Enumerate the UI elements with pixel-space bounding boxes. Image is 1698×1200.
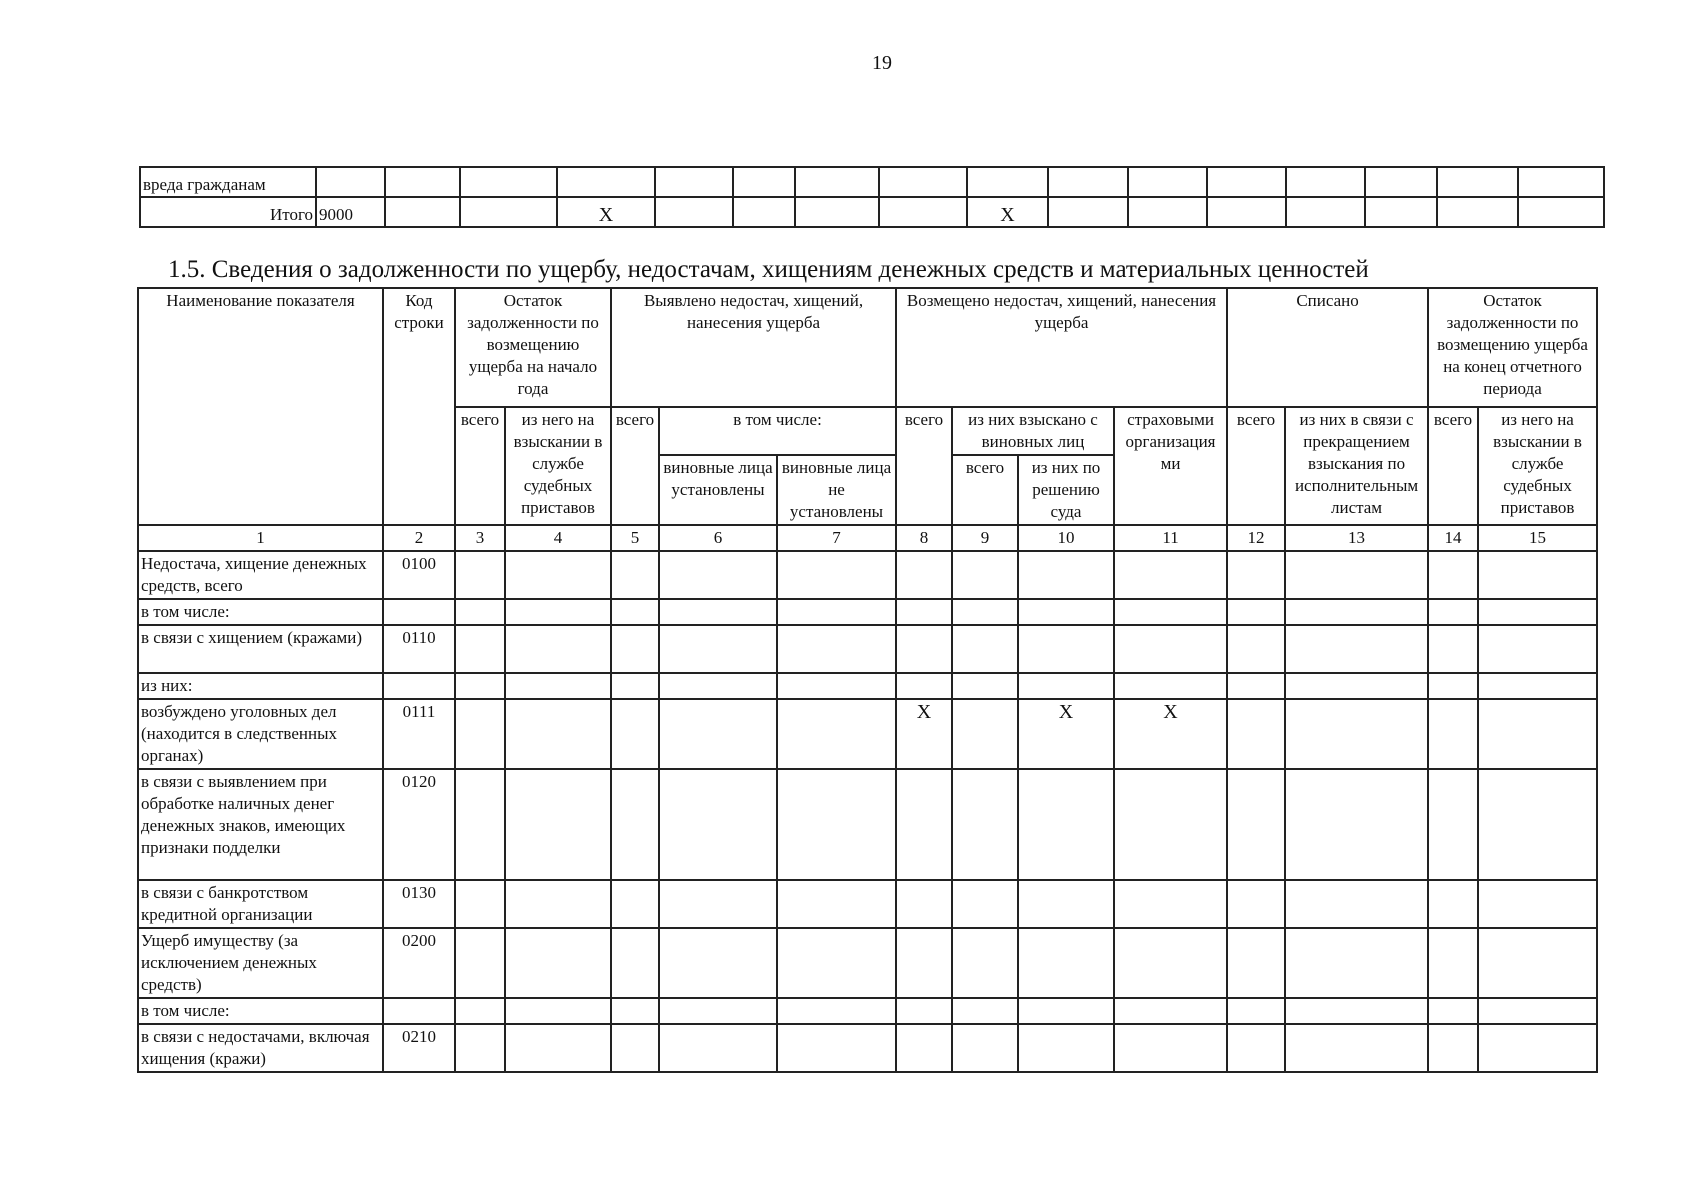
row-label: в связи с выявлением при обработке наличных денег денежных знаков, имеющих признаки подделки	[138, 769, 383, 880]
table-cell	[795, 197, 879, 227]
table-cell	[460, 197, 557, 227]
table-cell	[896, 551, 952, 599]
table-cell	[1365, 197, 1437, 227]
table-cell	[455, 928, 505, 998]
table-cell	[1114, 673, 1227, 699]
column-number: 9	[952, 525, 1018, 551]
table-cell	[896, 599, 952, 625]
header-written-off: Списано	[1227, 288, 1428, 407]
table-cell	[952, 928, 1018, 998]
table-cell	[1428, 551, 1478, 599]
table-cell	[1285, 599, 1428, 625]
table-row	[138, 769, 1597, 880]
table-cell	[557, 167, 655, 197]
table-cell	[1018, 998, 1114, 1024]
table-cell	[455, 699, 505, 769]
table-cell	[1227, 699, 1285, 769]
row-label: в связи с недостачами, включая хищения (кражи)	[138, 1024, 383, 1072]
table-cell	[896, 1024, 952, 1072]
table-cell	[1018, 1024, 1114, 1072]
table-cell	[777, 1024, 896, 1072]
row-code: 0200	[383, 928, 455, 998]
table-cell	[777, 769, 896, 880]
table-cell	[733, 167, 795, 197]
table-cell	[505, 625, 611, 673]
header-code: Код строки	[383, 288, 455, 525]
section-title: 1.5. Сведения о задолженности по ущербу, недостачам, хищениям денежных средств и материальных ценностей	[168, 256, 1369, 283]
table-cell	[455, 1024, 505, 1072]
table-cell	[1227, 880, 1285, 928]
table-cell	[1018, 599, 1114, 625]
table-cell	[1285, 551, 1428, 599]
table-cell	[1437, 197, 1518, 227]
table-cell	[1018, 625, 1114, 673]
header-total: всего	[1428, 407, 1478, 525]
table-cell	[455, 551, 505, 599]
header-opening-balance: Остаток задолженности по возмещению ущерба на начало года	[455, 288, 611, 407]
column-number: 13	[1285, 525, 1428, 551]
table-cell	[611, 1024, 659, 1072]
debt-table	[137, 287, 1598, 1073]
table-cell	[1428, 699, 1478, 769]
table-cell	[1114, 998, 1227, 1024]
column-number: 6	[659, 525, 777, 551]
row-code	[383, 998, 455, 1024]
table-cell	[1437, 167, 1518, 197]
table-cell	[1285, 880, 1428, 928]
table-cell	[777, 699, 896, 769]
table-cell	[1227, 998, 1285, 1024]
table-cell	[777, 928, 896, 998]
column-number: 14	[1428, 525, 1478, 551]
table-cell	[1227, 551, 1285, 599]
table-cell	[1518, 167, 1604, 197]
table-cell	[967, 167, 1048, 197]
column-number: 5	[611, 525, 659, 551]
table-row	[140, 167, 1604, 197]
table-cell	[1285, 928, 1428, 998]
table-cell	[896, 998, 952, 1024]
row-label: в связи с хищением (кражами)	[138, 625, 383, 673]
table-row	[138, 599, 1597, 625]
table-cell	[777, 599, 896, 625]
table-cell	[1285, 625, 1428, 673]
table-cell	[896, 625, 952, 673]
table-cell	[659, 998, 777, 1024]
table-cell	[1428, 673, 1478, 699]
table-cell	[1114, 551, 1227, 599]
table-cell	[385, 197, 460, 227]
table-cell	[1114, 599, 1227, 625]
table-cell	[611, 551, 659, 599]
table-cell	[455, 998, 505, 1024]
table-cell	[952, 673, 1018, 699]
table-cell	[659, 625, 777, 673]
header-writ-termination: из них в связи с прекращением взыскания по исполнительным листам	[1285, 407, 1428, 525]
table-cell	[1227, 769, 1285, 880]
table-cell	[505, 769, 611, 880]
continuation-table	[139, 166, 1605, 228]
row-code: 0120	[383, 769, 455, 880]
table-cell	[1048, 197, 1128, 227]
table-cell	[1428, 769, 1478, 880]
table-cell	[455, 673, 505, 699]
table-cell	[896, 928, 952, 998]
table-cell	[505, 673, 611, 699]
table-cell	[1128, 167, 1207, 197]
row-code	[383, 599, 455, 625]
header-total: всего	[896, 407, 952, 525]
table-cell	[460, 167, 557, 197]
table-cell	[1207, 167, 1286, 197]
column-number: 10	[1018, 525, 1114, 551]
table-cell	[1285, 1024, 1428, 1072]
table-cell	[952, 1024, 1018, 1072]
table-cell	[952, 880, 1018, 928]
table-cell	[879, 167, 967, 197]
table-cell	[1018, 551, 1114, 599]
table-cell	[1428, 928, 1478, 998]
table-cell	[385, 167, 460, 197]
table-cell	[1018, 769, 1114, 880]
column-number: 12	[1227, 525, 1285, 551]
table-cell	[455, 880, 505, 928]
table-cell	[1478, 625, 1597, 673]
header-including: в том числе:	[659, 407, 896, 455]
table-cell	[1478, 673, 1597, 699]
table-row	[138, 673, 1597, 699]
table-cell	[1478, 551, 1597, 599]
table-cell	[952, 551, 1018, 599]
table-cell	[1227, 928, 1285, 998]
row-label: в связи с банкротством кредитной организации	[138, 880, 383, 928]
table-row	[140, 197, 1604, 227]
header-detected: Выявлено недостач, хищений, нанесения ущерба	[611, 288, 896, 407]
row-code	[383, 673, 455, 699]
table-cell	[659, 699, 777, 769]
row-code: 0111	[383, 699, 455, 769]
table-cell	[952, 699, 1018, 769]
table-cell	[896, 673, 952, 699]
table-cell	[505, 928, 611, 998]
table-cell	[1227, 1024, 1285, 1072]
table-cell	[611, 699, 659, 769]
table-cell	[611, 998, 659, 1024]
table-cell	[1114, 1024, 1227, 1072]
table-cell	[896, 880, 952, 928]
row-label: вреда гражданам	[140, 167, 316, 197]
table-cell	[1114, 769, 1227, 880]
row-label: Ущерб имуществу (за исключением денежных средств)	[138, 928, 383, 998]
table-cell	[1285, 673, 1428, 699]
table-cell	[1286, 197, 1365, 227]
column-number: 1	[138, 525, 383, 551]
row-code: 0100	[383, 551, 455, 599]
table-cell	[1478, 1024, 1597, 1072]
column-number: 2	[383, 525, 455, 551]
row-code	[316, 167, 385, 197]
header-culprits-known: виновные лица установлены	[659, 455, 777, 525]
header-name: Наименование показателя	[138, 288, 383, 525]
table-cell	[777, 998, 896, 1024]
header-total: всего	[611, 407, 659, 525]
table-cell	[659, 769, 777, 880]
table-cell	[1114, 625, 1227, 673]
header-compensated: Возмещено недостач, хищений, нанесения ущерба	[896, 288, 1227, 407]
table-cell	[611, 673, 659, 699]
table-cell	[1478, 699, 1597, 769]
page-number: 19	[872, 52, 892, 74]
table-row	[138, 998, 1597, 1024]
table-cell: X	[557, 197, 655, 227]
header-bailiffs: из него на взыскании в службе судебных приставов	[505, 407, 611, 525]
table-cell	[1207, 197, 1286, 227]
table-cell	[1227, 625, 1285, 673]
table-cell	[1478, 928, 1597, 998]
row-code: 0210	[383, 1024, 455, 1072]
table-cell	[505, 998, 611, 1024]
table-cell	[1285, 998, 1428, 1024]
row-label: в том числе:	[138, 998, 383, 1024]
table-cell	[1114, 880, 1227, 928]
table-cell	[1048, 167, 1128, 197]
table-cell	[659, 551, 777, 599]
table-cell	[1114, 928, 1227, 998]
table-cell	[952, 625, 1018, 673]
table-cell	[659, 673, 777, 699]
table-cell	[505, 599, 611, 625]
table-cell	[1428, 880, 1478, 928]
table-cell	[1018, 928, 1114, 998]
table-cell	[1428, 1024, 1478, 1072]
table-cell	[611, 625, 659, 673]
table-cell	[1018, 673, 1114, 699]
table-cell	[777, 673, 896, 699]
table-cell	[795, 167, 879, 197]
row-code: 0110	[383, 625, 455, 673]
row-label: в том числе:	[138, 599, 383, 625]
table-cell	[777, 625, 896, 673]
table-cell	[1478, 998, 1597, 1024]
table-cell	[659, 928, 777, 998]
table-cell	[1286, 167, 1365, 197]
header-recovered-from-culprits: из них взыскано с виновных лиц	[952, 407, 1114, 455]
table-row	[138, 551, 1597, 599]
table-cell	[659, 880, 777, 928]
table-cell	[1428, 998, 1478, 1024]
header-by-court: из них по решению суда	[1018, 455, 1114, 525]
table-row	[138, 1024, 1597, 1072]
table-cell	[952, 998, 1018, 1024]
column-number: 15	[1478, 525, 1597, 551]
table-cell	[659, 599, 777, 625]
table-cell	[733, 197, 795, 227]
header-insurers: страховыми организация ми	[1114, 407, 1227, 525]
table-cell	[1428, 625, 1478, 673]
table-row	[138, 928, 1597, 998]
table-cell	[611, 769, 659, 880]
table-cell	[879, 197, 967, 227]
table-cell	[505, 551, 611, 599]
header-culprits-unknown: виновные лица не установлены	[777, 455, 896, 525]
column-number: 11	[1114, 525, 1227, 551]
table-cell	[952, 769, 1018, 880]
row-code: 9000	[316, 197, 385, 227]
header-bailiffs: из него на взыскании в службе судебных приставов	[1478, 407, 1597, 525]
table-cell	[1518, 197, 1604, 227]
table-cell	[1128, 197, 1207, 227]
row-label: Итого	[140, 197, 316, 227]
table-cell	[1285, 769, 1428, 880]
table-cell	[505, 1024, 611, 1072]
table-cell	[659, 1024, 777, 1072]
table-cell	[952, 599, 1018, 625]
table-row	[138, 625, 1597, 673]
table-cell	[655, 197, 733, 227]
table-cell	[611, 880, 659, 928]
table-cell	[777, 880, 896, 928]
x-mark: X	[1114, 699, 1227, 769]
table-cell	[1478, 880, 1597, 928]
table-cell: X	[967, 197, 1048, 227]
column-number: 3	[455, 525, 505, 551]
table-cell	[777, 551, 896, 599]
table-cell	[455, 769, 505, 880]
table-cell	[896, 769, 952, 880]
row-label: возбуждено уголовных дел (находится в следственных органах)	[138, 699, 383, 769]
table-cell	[455, 599, 505, 625]
table-row	[138, 699, 1597, 769]
table-cell	[1428, 599, 1478, 625]
column-number: 4	[505, 525, 611, 551]
row-code: 0130	[383, 880, 455, 928]
table-cell	[1365, 167, 1437, 197]
table-cell	[611, 599, 659, 625]
column-number: 8	[896, 525, 952, 551]
table-cell	[655, 167, 733, 197]
row-label: Недостача, хищение денежных средств, всего	[138, 551, 383, 599]
table-cell	[1478, 769, 1597, 880]
table-row	[138, 880, 1597, 928]
x-mark: X	[1018, 699, 1114, 769]
table-cell	[505, 699, 611, 769]
table-cell	[1018, 880, 1114, 928]
table-cell	[455, 625, 505, 673]
table-cell	[1478, 599, 1597, 625]
table-cell	[1285, 699, 1428, 769]
row-label: из них:	[138, 673, 383, 699]
header-total: всего	[455, 407, 505, 525]
x-mark: X	[896, 699, 952, 769]
table-cell	[611, 928, 659, 998]
column-number: 7	[777, 525, 896, 551]
table-cell	[1227, 673, 1285, 699]
header-total: всего	[952, 455, 1018, 525]
table-cell	[1227, 599, 1285, 625]
table-cell	[505, 880, 611, 928]
header-total: всего	[1227, 407, 1285, 525]
header-closing-balance: Остаток задолженности по возмещению ущерба на конец отчетного периода	[1428, 288, 1597, 407]
